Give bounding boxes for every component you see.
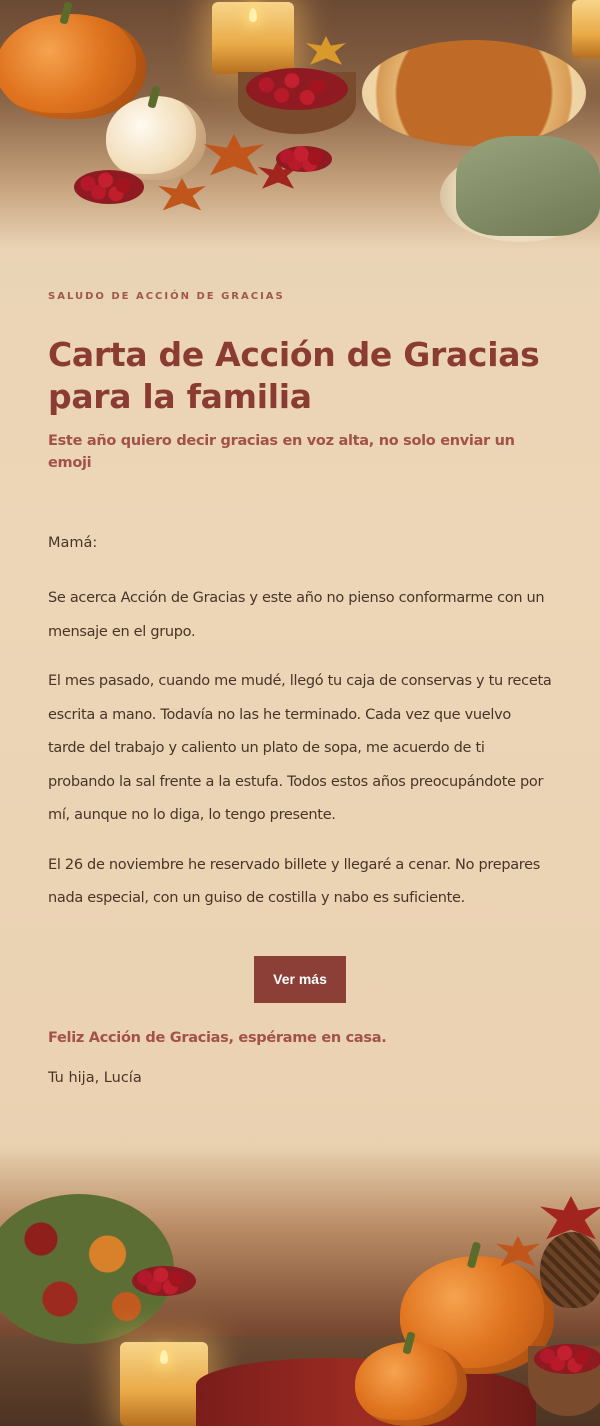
candle-decoration <box>120 1342 208 1426</box>
berries-decoration <box>132 1266 196 1296</box>
cranberry-bowl-decoration <box>528 1346 600 1416</box>
letter-title: Carta de Acción de Gracias para la familia <box>48 335 540 416</box>
pinecone-decoration <box>540 1232 600 1308</box>
maple-leaf-decoration <box>158 178 206 214</box>
letter-content <box>48 290 552 1089</box>
pie-decoration <box>362 40 586 146</box>
letter-paragraph: El mes pasado, cuando me mudé, llegó tu caja de conservas y tu receta escrita a mano. Todavía no las he terminado. Cada vez que vuelvo tarde del trabajo y caliento un plato de sopa, me acuerdo de ti probando la sal frente a la estufa. Todos estos años preocupándote por mí, aunque no lo diga, lo tengo presente. <box>48 673 552 823</box>
eyebrow-label: SALUDO DE ACCIÓN DE GRACIAS <box>48 291 285 302</box>
pumpkin-decoration <box>355 1342 467 1426</box>
letter-subtitle: Este año quiero decir gracias en voz alta, no solo enviar un emoji <box>48 433 515 471</box>
see-more-button[interactable]: Ver más <box>254 956 346 1003</box>
candle-decoration <box>212 2 294 74</box>
letter-signature: Tu hija, Lucía <box>48 1069 142 1086</box>
maple-leaf-decoration <box>204 134 264 180</box>
napkin-decoration <box>456 136 600 236</box>
pumpkin-decoration <box>0 14 146 119</box>
letter-closing: Feliz Acción de Gracias, espérame en casa. <box>48 1029 387 1046</box>
berries-decoration <box>276 146 332 172</box>
berries-decoration <box>74 170 144 204</box>
cranberry-bowl-decoration <box>238 72 356 134</box>
white-pumpkin-decoration <box>106 96 206 180</box>
letter-paragraph: Se acerca Acción de Gracias y este año no pienso conformarme con un mensaje en el grupo. <box>48 590 545 640</box>
maple-leaf-decoration <box>306 36 346 68</box>
button-container <box>48 956 552 1003</box>
letter-greeting: Mamá: <box>48 535 98 551</box>
candle-decoration <box>572 0 600 58</box>
footer-decoration-image <box>0 1146 600 1426</box>
header-decoration-image <box>0 0 600 250</box>
letter-paragraph: El 26 de noviembre he reservado billete y llegaré a cenar. No prepares nada especial, con un guiso de costilla y nabo es suficiente. <box>48 856 541 906</box>
